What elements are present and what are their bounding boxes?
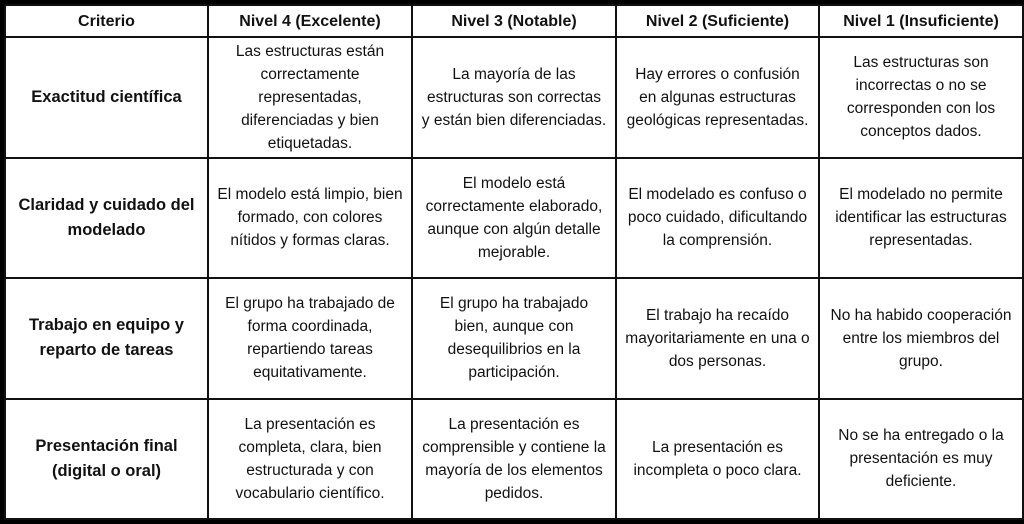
level-1-cell: No ha habido cooperación entre los miembros del grupo. [819,278,1023,399]
level-1-cell: Las estructuras son incorrectas o no se corresponden con los conceptos dados. [819,37,1023,158]
criterion-cell: Trabajo en equipo y reparto de tareas [5,278,208,399]
header-level-1: Nivel 1 (Insuficiente) [819,5,1023,37]
level-4-cell: El modelo está limpio, bien formado, con colores nítidos y formas claras. [208,158,412,279]
rubric-table [4,4,1024,520]
criterion-cell: Claridad y cuidado del modelado [5,158,208,279]
header-level-4: Nivel 4 (Excelente) [208,5,412,37]
level-3-cell: La mayoría de las estructuras son correctas y están bien diferenciadas. [412,37,616,158]
level-3-cell: El modelo está correctamente elaborado, aunque con algún detalle mejorable. [412,158,616,279]
header-level-3: Nivel 3 (Notable) [412,5,616,37]
level-2-cell: El modelado es confuso o poco cuidado, dificultando la comprensión. [616,158,819,279]
level-3-cell: El grupo ha trabajado bien, aunque con desequilibrios en la participación. [412,278,616,399]
table-row [5,278,1023,399]
header-criterion: Criterio [5,5,208,37]
criterion-cell: Presentación final (digital o oral) [5,399,208,520]
header-row [5,5,1023,37]
level-1-cell: El modelado no permite identificar las estructuras representadas. [819,158,1023,279]
table-row [5,399,1023,520]
level-2-cell: Hay errores o confusión en algunas estructuras geológicas representadas. [616,37,819,158]
level-1-cell: No se ha entregado o la presentación es muy deficiente. [819,399,1023,520]
level-2-cell: La presentación es incompleta o poco clara. [616,399,819,520]
level-4-cell: El grupo ha trabajado de forma coordinada, repartiendo tareas equitativamente. [208,278,412,399]
table-row [5,158,1023,279]
table-row [5,37,1023,158]
level-4-cell: La presentación es completa, clara, bien estructurada y con vocabulario científico. [208,399,412,520]
level-3-cell: La presentación es comprensible y contiene la mayoría de los elementos pedidos. [412,399,616,520]
level-4-cell: Las estructuras están correctamente representadas, diferenciadas y bien etiquetadas. [208,37,412,158]
header-level-2: Nivel 2 (Suficiente) [616,5,819,37]
criterion-cell: Exactitud científica [5,37,208,158]
level-2-cell: El trabajo ha recaído mayoritariamente en una o dos personas. [616,278,819,399]
